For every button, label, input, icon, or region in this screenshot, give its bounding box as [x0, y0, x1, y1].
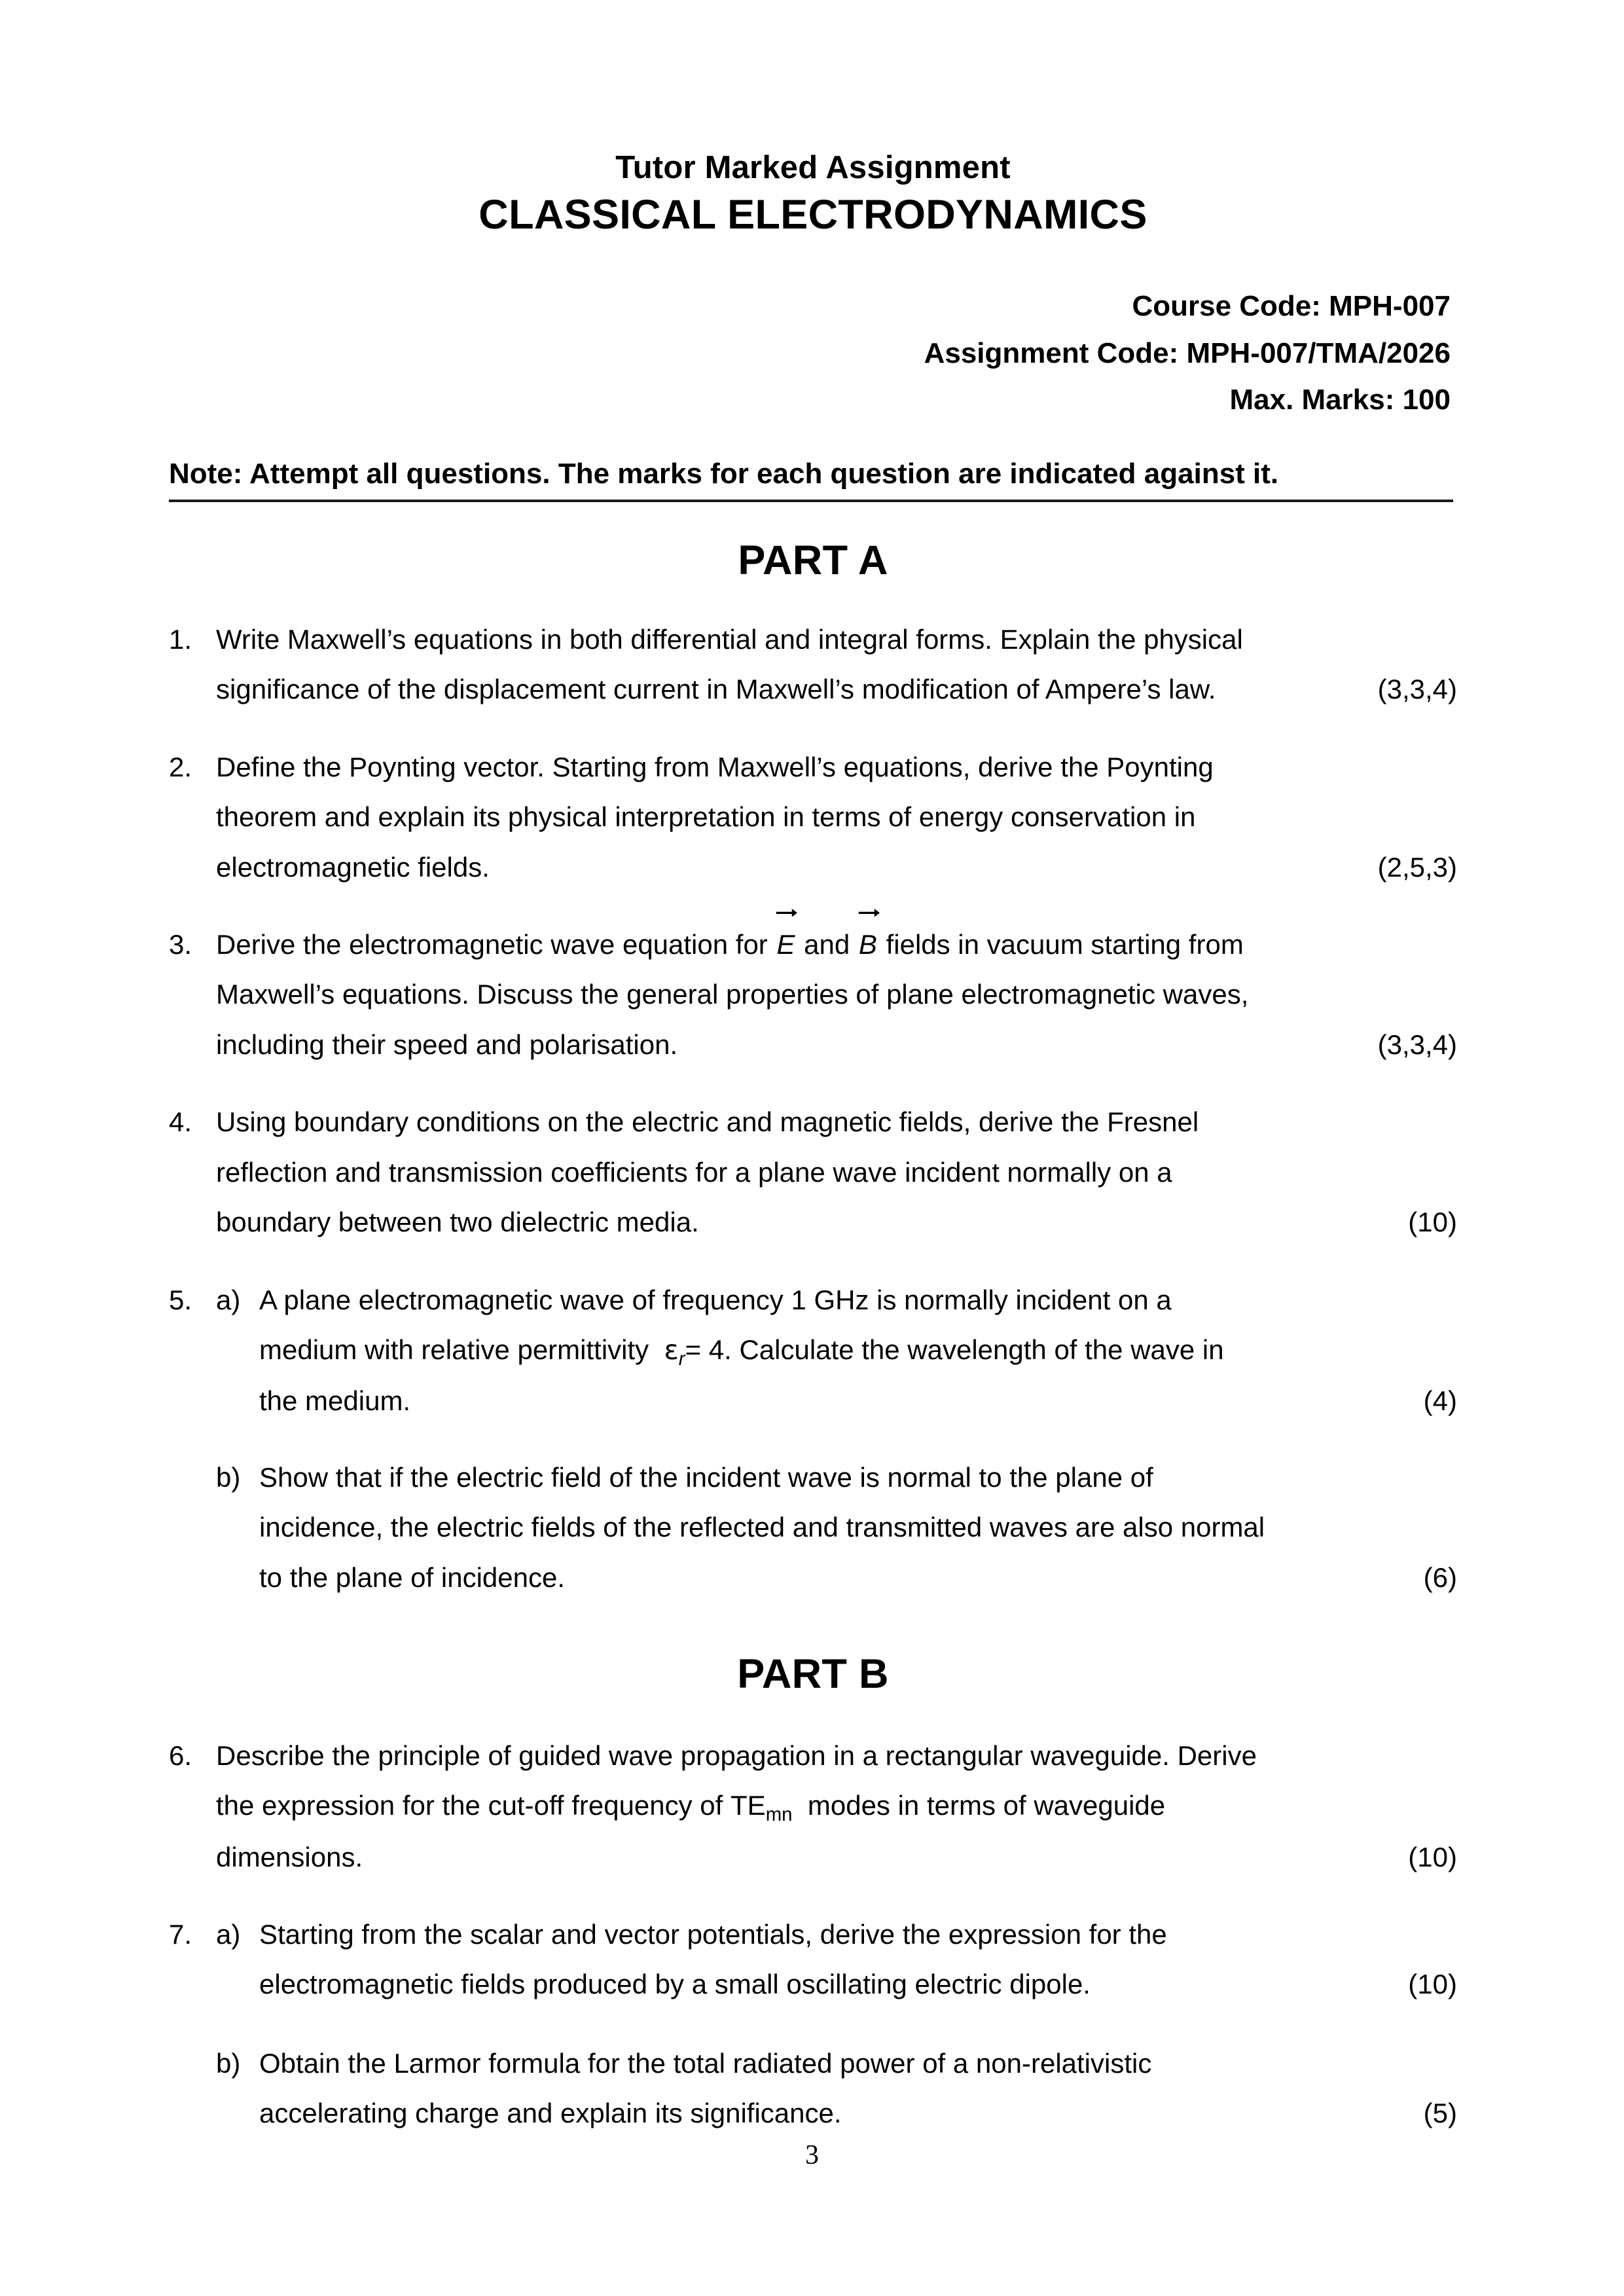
question-3-line-2: Maxwell’s equations. Discuss the general properties of plane electromagnetic waves,: [216, 979, 1249, 1010]
question-7b-line-1: Obtain the Larmor formula for the total radiated power of a non-relativistic: [259, 2047, 1152, 2079]
vector-arrow-icon: [776, 905, 797, 917]
question-1-number: 1.: [169, 623, 192, 655]
permittivity-value: = 4.: [685, 1334, 732, 1366]
question-7b-body: [259, 2039, 1457, 2139]
question-2-body: [216, 742, 1457, 892]
question-1-line-1: Write Maxwell’s equations in both differential and integral forms. Explain the physical: [216, 623, 1243, 655]
question-2-line-3: electromagnetic fields.: [216, 851, 490, 883]
question-5a-line-2: [259, 1325, 1457, 1376]
assignment-type-label: Tutor Marked Assignment: [615, 150, 1011, 185]
question-5a-body: [259, 1275, 1457, 1427]
question-4-body: [216, 1097, 1457, 1247]
te-mode-symbol: TE: [731, 1790, 766, 1821]
max-marks: Max. Marks: 100: [1229, 383, 1451, 416]
course-meta-block: [169, 283, 1457, 423]
question-5a-line-3: the medium.: [259, 1385, 411, 1417]
question-7a-marks: (10): [1408, 1969, 1457, 2000]
question-2-number: 2.: [169, 751, 192, 782]
question-5b-marks: (6): [1423, 1561, 1457, 1593]
question-6-line-1: Describe the principle of guided wave propagation in a rectangular waveguide. Derive: [216, 1740, 1257, 1771]
question-3-line-1: [216, 920, 1457, 970]
question-4-line-1: Using boundary conditions on the electric and magnetic fields, derive the Fresnel: [216, 1106, 1199, 1138]
note-text: Note: Attempt all questions. The marks for each question are indicated against it.: [169, 458, 1279, 490]
question-5b-line-2: incidence, the electric fields of the reflected and transmitted waves are also normal: [259, 1512, 1265, 1543]
course-title: CLASSICAL ELECTRODYNAMICS: [478, 191, 1147, 238]
part-b-heading: PART B: [737, 1651, 889, 1698]
question-5b-label: b): [216, 1461, 241, 1493]
question-3: [169, 920, 1457, 1070]
question-2-line-2: theorem and explain its physical interpretation in terms of energy conservation in: [216, 801, 1196, 833]
note-section: [169, 456, 1453, 502]
question-5a-label: a): [216, 1284, 241, 1315]
question-4-line-3: boundary between two dielectric media.: [216, 1207, 699, 1238]
question-7a-label: a): [216, 1918, 241, 1950]
course-code: Course Code: MPH-007: [1132, 290, 1451, 323]
question-6-line-2-text-b: modes in terms of waveguide: [807, 1790, 1166, 1821]
question-1-body: [216, 615, 1457, 715]
question-3-body: [216, 920, 1457, 1070]
question-3-marks: (3,3,4): [1377, 1029, 1457, 1060]
assignment-code: Assignment Code: MPH-007/TMA/2026: [924, 337, 1451, 369]
question-2-line-1: Define the Poynting vector. Starting from Maxwell’s equations, derive the Poynting: [216, 751, 1214, 782]
question-6-line-2: [216, 1781, 1457, 1832]
question-7: [169, 1910, 1457, 2139]
e-field-vector-symbol: [775, 920, 796, 970]
question-2: [169, 742, 1457, 892]
question-4-number: 4.: [169, 1106, 192, 1138]
question-2-marks: (2,5,3): [1377, 851, 1457, 883]
question-1-marks: (3,3,4): [1377, 674, 1457, 705]
question-6-marks: (10): [1408, 1841, 1457, 1872]
question-3-line-1-text-a: Derive the electromagnetic wave equation for: [216, 929, 768, 960]
question-4-marks: (10): [1408, 1207, 1457, 1238]
question-5b-line-3: to the plane of incidence.: [259, 1561, 566, 1593]
page-content: [169, 0, 1457, 2166]
te-mode-subscript: mn: [765, 1803, 793, 1825]
b-field-letter: B: [858, 929, 877, 960]
page-number: 3: [805, 2140, 819, 2170]
question-7b-label: b): [216, 2047, 241, 2079]
question-1-line-2: significance of the displacement current in Maxwell’s modification of Ampere’s law.: [216, 674, 1216, 705]
question-5b-line-1: Show that if the electric field of the incident wave is normal to the plane of: [259, 1461, 1153, 1493]
question-7b-line-2: accelerating charge and explain its significance.: [259, 2098, 842, 2129]
question-6-line-3: dimensions.: [216, 1841, 363, 1872]
question-3-number: 3.: [169, 929, 192, 960]
part-a-heading: PART A: [738, 538, 888, 584]
question-4-line-2: reflection and transmission coefficients for a plane wave incident normally on a: [216, 1156, 1172, 1188]
question-6-number: 6.: [169, 1740, 192, 1771]
question-6: [169, 1731, 1457, 1882]
question-7a-body: [259, 1910, 1457, 2010]
question-5a-marks: (4): [1423, 1385, 1457, 1417]
question-7b-marks: (5): [1423, 2098, 1457, 2129]
question-5a-line-2-text-b: Calculate the wavelength of the wave in: [739, 1334, 1224, 1366]
question-3-line-3: including their speed and polarisation.: [216, 1029, 678, 1060]
question-7-number: 7.: [169, 1918, 192, 1950]
question-5a-line-2-text-a: medium with relative permittivity: [259, 1334, 649, 1366]
question-4: [169, 1097, 1457, 1247]
permittivity-subscript: r: [678, 1347, 685, 1370]
question-5: [169, 1275, 1457, 1603]
vector-arrow-icon: [858, 905, 880, 917]
question-6-body: [216, 1731, 1457, 1882]
question-6-line-2-text-a: the expression for the cut-off frequency of: [216, 1790, 723, 1821]
question-5-number: 5.: [169, 1284, 192, 1315]
question-5b-body: [259, 1453, 1457, 1603]
b-field-vector-symbol: [857, 920, 878, 970]
e-field-letter: E: [776, 929, 795, 960]
question-1: [169, 615, 1457, 715]
question-5a-line-1: A plane electromagnetic wave of frequency 1 GHz is normally incident on a: [259, 1284, 1172, 1315]
question-7a-line-1: Starting from the scalar and vector potentials, derive the expression for the: [259, 1918, 1167, 1950]
permittivity-symbol: ε: [664, 1334, 679, 1366]
question-3-line-1-text-c: fields in vacuum starting from: [886, 929, 1244, 960]
question-3-conjunction: and: [804, 929, 850, 960]
question-7a-line-2: electromagnetic fields produced by a small oscillating electric dipole.: [259, 1969, 1091, 2000]
